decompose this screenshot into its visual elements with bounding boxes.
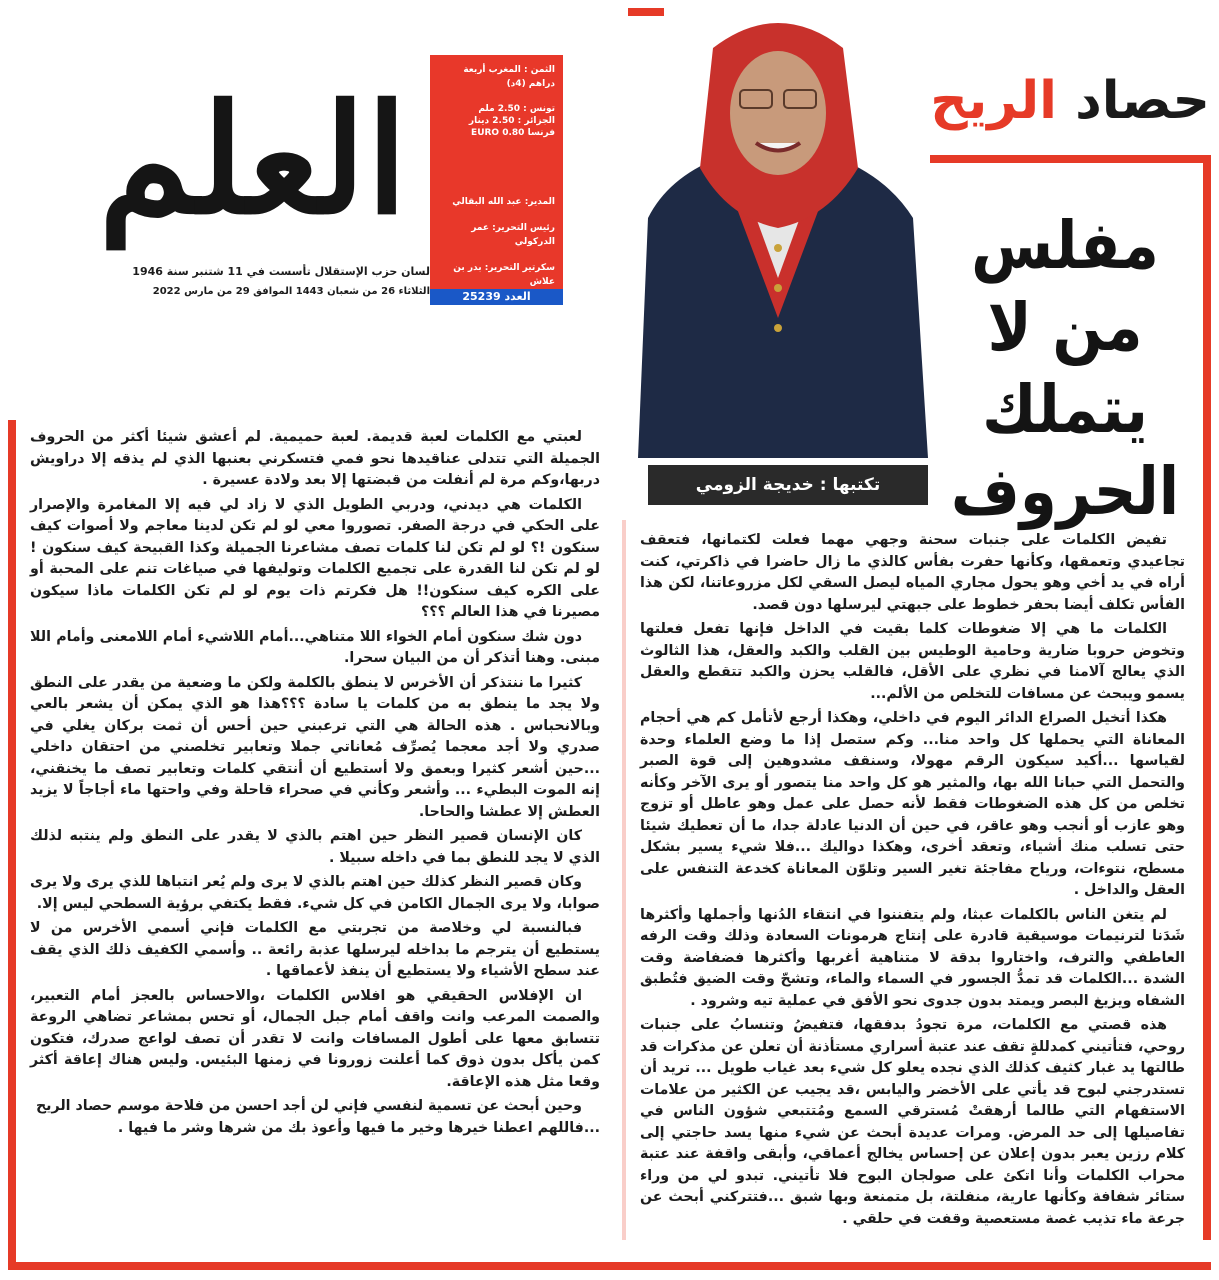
paragraph: دون شك سنكون أمام الخواء اللا متناهي...أمام اللاشيء أمام اللامعنى وأمام اللا مبنى. وهنا أتذكر أن من البيان سحرا. [30,628,600,666]
paragraph: كثيرا ما ننتذكر أن الأخرس لا ينطق بالكلمة ولكن ما وضعية من يقدر على النطق ولا يجد ما ينطق به من كلمات يا سادة ؟؟؟هذا هو الذي يمكن أن يشعر بالعي وبالانحباس . هذه الحالة هي التي ترعبني حين أحس أن ثمت بركان يغلي في صدري ولا أجد معجما يُصرِّف مُعاناتي جملا وتعابير تخلصني من احتقان داخلي ...حين أشعر كثيرا وبعمق ولا أستطيع أن أنتقي كلمات وتعابير تصف ما يخنقني، إنه الموت البطيء ... وأشعر وكأني في صحراء قاحلة وفي واحتها ماء أجاجاً لا يزيد العطش إلا عطشا والحاحا. [30,674,600,820]
price-item: الجزائر : 2.50 دينار [468,116,555,126]
staff-list [438,195,555,301]
paragraph: الكلمات هي ديدني، ودربي الطويل الذي لا زاد لي فيه إلا المغامرة والإصرار على الحكي في درجة الصفر. تصوروا معي لو لم تكن لدينا معاجم ولا أصوات كيف سنكون !؟ لو لم تكن لنا كلمات تصف مشاعرنا الجميلة وكذا القبيحة كيف سنكون ! لو لم تكن لنا القدرة على تجميع الكلمات وتوليفها في صياغات تنم على المحبة أو على الكره كيف سنكون!! هل فكرتم ذات يوم لو لم تكن الكلمات ماذا سيكون مصيرنا في هذا العالم ؟؟؟ [30,496,600,620]
headline-line: من لا يتملك [982,289,1148,448]
paragraph: لم يتغن الناس بالكلمات عبثا، ولم يتفننوا في انتقاء الدُنها وأجملها وأكثرها شَدَنا لترنيمات موسيقية قادرة على إنتاج هرمونات السعادة وذلك وقت الرفه العاطفي والترف، واختاروا بدقة لا متناهية أغربها وأكثرها فضفاضة وقت الشدة ...الكلمات قد تمدُّ الجسور في السماء والماء، وتشحّ وقت الضيق فتُطبق الشفاه ويزيغ البصر ويمتد بدون جدوى نحو الأفق في عملية تيه وشرود . [640,906,1185,1009]
newspaper-logo: العلم [98,72,408,248]
article-column-left [30,427,600,1142]
price-list [438,103,555,139]
author-photo [628,18,930,458]
paragraph: وكان قصير النظر كذلك حين اهتم بالذي لا يرى ولم يُعر انتباها للذي يرى ولا يرى صوابا، ولا يرى الجمال الكامن في كل شيء. فقط يكتفي برؤية السطحي ليس إلا. [30,874,600,912]
editorial-secretary-line: سكرتير التحرير: بدر بن علاش [453,263,555,287]
masthead-subtitle: لسان حزب الإستقلال تأسست في 11 شتنبر سنة 1946 [132,265,430,278]
paragraph: هذه قصتي مع الكلمات، مرة تجودُ بدفقها، فتفيضُ وتنسابُ على جنبات روحي، فتأتيني كمدللةٍ تقف عند عتبة أسراري مستأذنة أن تعلن عن مذكرات قد طالتها يد غبار كثيف كذلك الذي نجده يعلو كل شيء بعد غياب طويل ... تريد أن تستدرجني لبوح قد يأتي على الأخضر واليابس ،قد يجيب عن الكثير من علامات الاستفهام التي طالما أرهقتْ مُسترقي السمع ومُتتبعي شؤون الناس في تفاصيلها إلى حد المرض. ومرات عديدة أبحث عن شيء منها يسد حاجتي إلى كلام رزين يعبر بدون إعلان عن إحساس يخالج أعماقي، وأبقى واقفة عند عتبة محراب الكلمات وأنا اتكئ على صولجان البوح فلا تأتيني. تبدو لي من وراء ستائر شفافة وكأنها عارية، منفلتة، بل متمنعة وبها شبق ...فتتركني أبحث عن جرعة ماء تذيب غصة مستعصية وقفت في حلقي . [640,1017,1185,1227]
editor-in-chief-line: رئيس التحرير: عمر الدركولي [471,223,555,247]
price-item: تونس : 2.50 ملم [478,104,555,114]
bottom-frame-rule [8,1262,1211,1270]
masthead-date: الثلاثاء 26 من شعبان 1443 الموافق 29 من مارس 2022 [152,286,430,297]
author-byline: تكتبها : خديجة الزومي [648,465,928,505]
column-name-part2: الريح [930,71,1057,131]
masthead-info-box [430,55,563,305]
price-item: فرنسا 0.80 EURO [471,128,555,138]
column-name [920,70,1210,132]
top-left-rule [628,8,664,16]
headline-line: الحروف [950,453,1180,530]
paragraph: ان الإفلاس الحقيقي هو افلاس الكلمات ،والاحساس بالعجز أمام التعبير، والصمت المرعب وانت واقف أمام جبل الجمال، أو تحس بمشاعر تضاهي الروعة تتسابق معها على أطول المسافات وانت لا تقدر أن تصف لواعج صدرك، فتكون كمن يأكل بدون ذوق كما أعلنت زورونا في زمنها البئيس. وليس هناك إعاقة أكثر وقعا مثل هذه الإعاقة. [30,987,600,1090]
paragraph: الكلمات ما هي إلا ضغوطات كلما بقيت في الداخل فإنها تفعل فعلتها وتخوض حروبا ضارية وحامية الوطيس بين القلب والكبد والعقل، هذا الثالوث الذي يعالج آلامنا في نظري على الأقل، فالقلب يحزن والكبد تتقطع والعقل يسمو ويبحث عن مسافات للتخلص من الألم... [640,621,1185,702]
newspaper-masthead [70,60,590,310]
column-name-part1: حصاد [1056,71,1210,131]
paragraph: وحين أبحث عن تسمية لنفسي فإني لن أجد احسن من فلاحة موسم حصاد الريح ...فاللهم اعطنا خيرها وخير ما فيها وأعوذ بك من شرها وشر ما فيها . [35,1098,600,1136]
price-title: الثمن : المغرب أربعة دراهم (4د) [463,65,555,89]
left-frame-rule [8,420,16,1270]
paragraph: كان الإنسان قصير النظر حين اهتم بالذي لا يقدر على النطق ولم ينتبه لذلك الذي لا يجد للنطق بما في داخله سبيلا . [30,828,600,866]
article-column-right [640,530,1185,1233]
paragraph: تفيض الكلمات على جنبات سحنة وجهي مهما فعلت لكتمانها، فتعقف تجاعيدي وتعمقها، وكأنها حفرت بفأس كالذي ما زال حاضرا في ذاكرتي، كنت أراه في يد أخي وهو يحول مجاري المياه ليصل السقي لكل مزروعاتنا، لكن هذا الفأس تكلف أيضا بحفر خطوط على جبهتي ليرسلها دون قصد. [640,532,1185,613]
paragraph: لعبتي مع الكلمات لعبة قديمة. لعبة حميمية. لم أعشق شيئا أكثر من الحروف الجميلة التي تتدلى عناقيدها نحو فمي فتسكرني بعنبها الذي لم يذقه إلا دراويش دربها،وكم مرة لم أنفلت من قبضتها إلا بعد ولادة عسيرة . [30,429,600,488]
issue-number-bar: العدد 25239 [430,289,563,305]
headline-line: مفلس [971,207,1159,284]
article-headline [920,205,1210,533]
paragraph: فبالنسبة لي وخلاصة من تجربتي مع الكلمات فإني أسمي الأخرس من لا يستطيع أن يترجم ما بداخله ليرسلها عذبة رائعة .. وأسمي الكفيف ذلك الذي يقف عند سطح الأشياء ولا يستطيع أن ينفذ لأعماقها . [30,920,600,979]
center-divider-rule [622,520,626,1240]
paragraph: هكذا أتخيل الصراع الدائر اليوم في داخلي، وهكذا أرجع لأتأمل كم هي أحجام المعاناة التي يحملها كل واحد منا... وكم ستصل إذا ما وضع العلماء وحدة لقياسها ...أكيد سيكون الرقم مهولا، وسنقف مشدوهين إلى قوة الصبر والتحمل التي حبانا الله بها، والمثير هو كل واحد منا يتصور أو يرى الآخر وكأنه تخلص من كل هذه الضغوطات فقط لأنه حصل على عمل وهو عاطل أو تزوج وهو عازب أو أنجب وهو عاقر، في حين أن الدنيا عادلة جدا، ما أن تعطيك شيئا حتى تسلب منك أشياء، وتعقد أخرى، وهكذا دواليك ...فلا شيء يسير بشكل مسطح، نتوءات، ورياح مفاجئة تغير السير وتلوّن المعاناة كخدعة التنفس على العقل والداخل . [640,710,1185,898]
title-underline-rule [910,155,1210,163]
director-line: المدير: عبد الله البقالي [452,197,555,207]
